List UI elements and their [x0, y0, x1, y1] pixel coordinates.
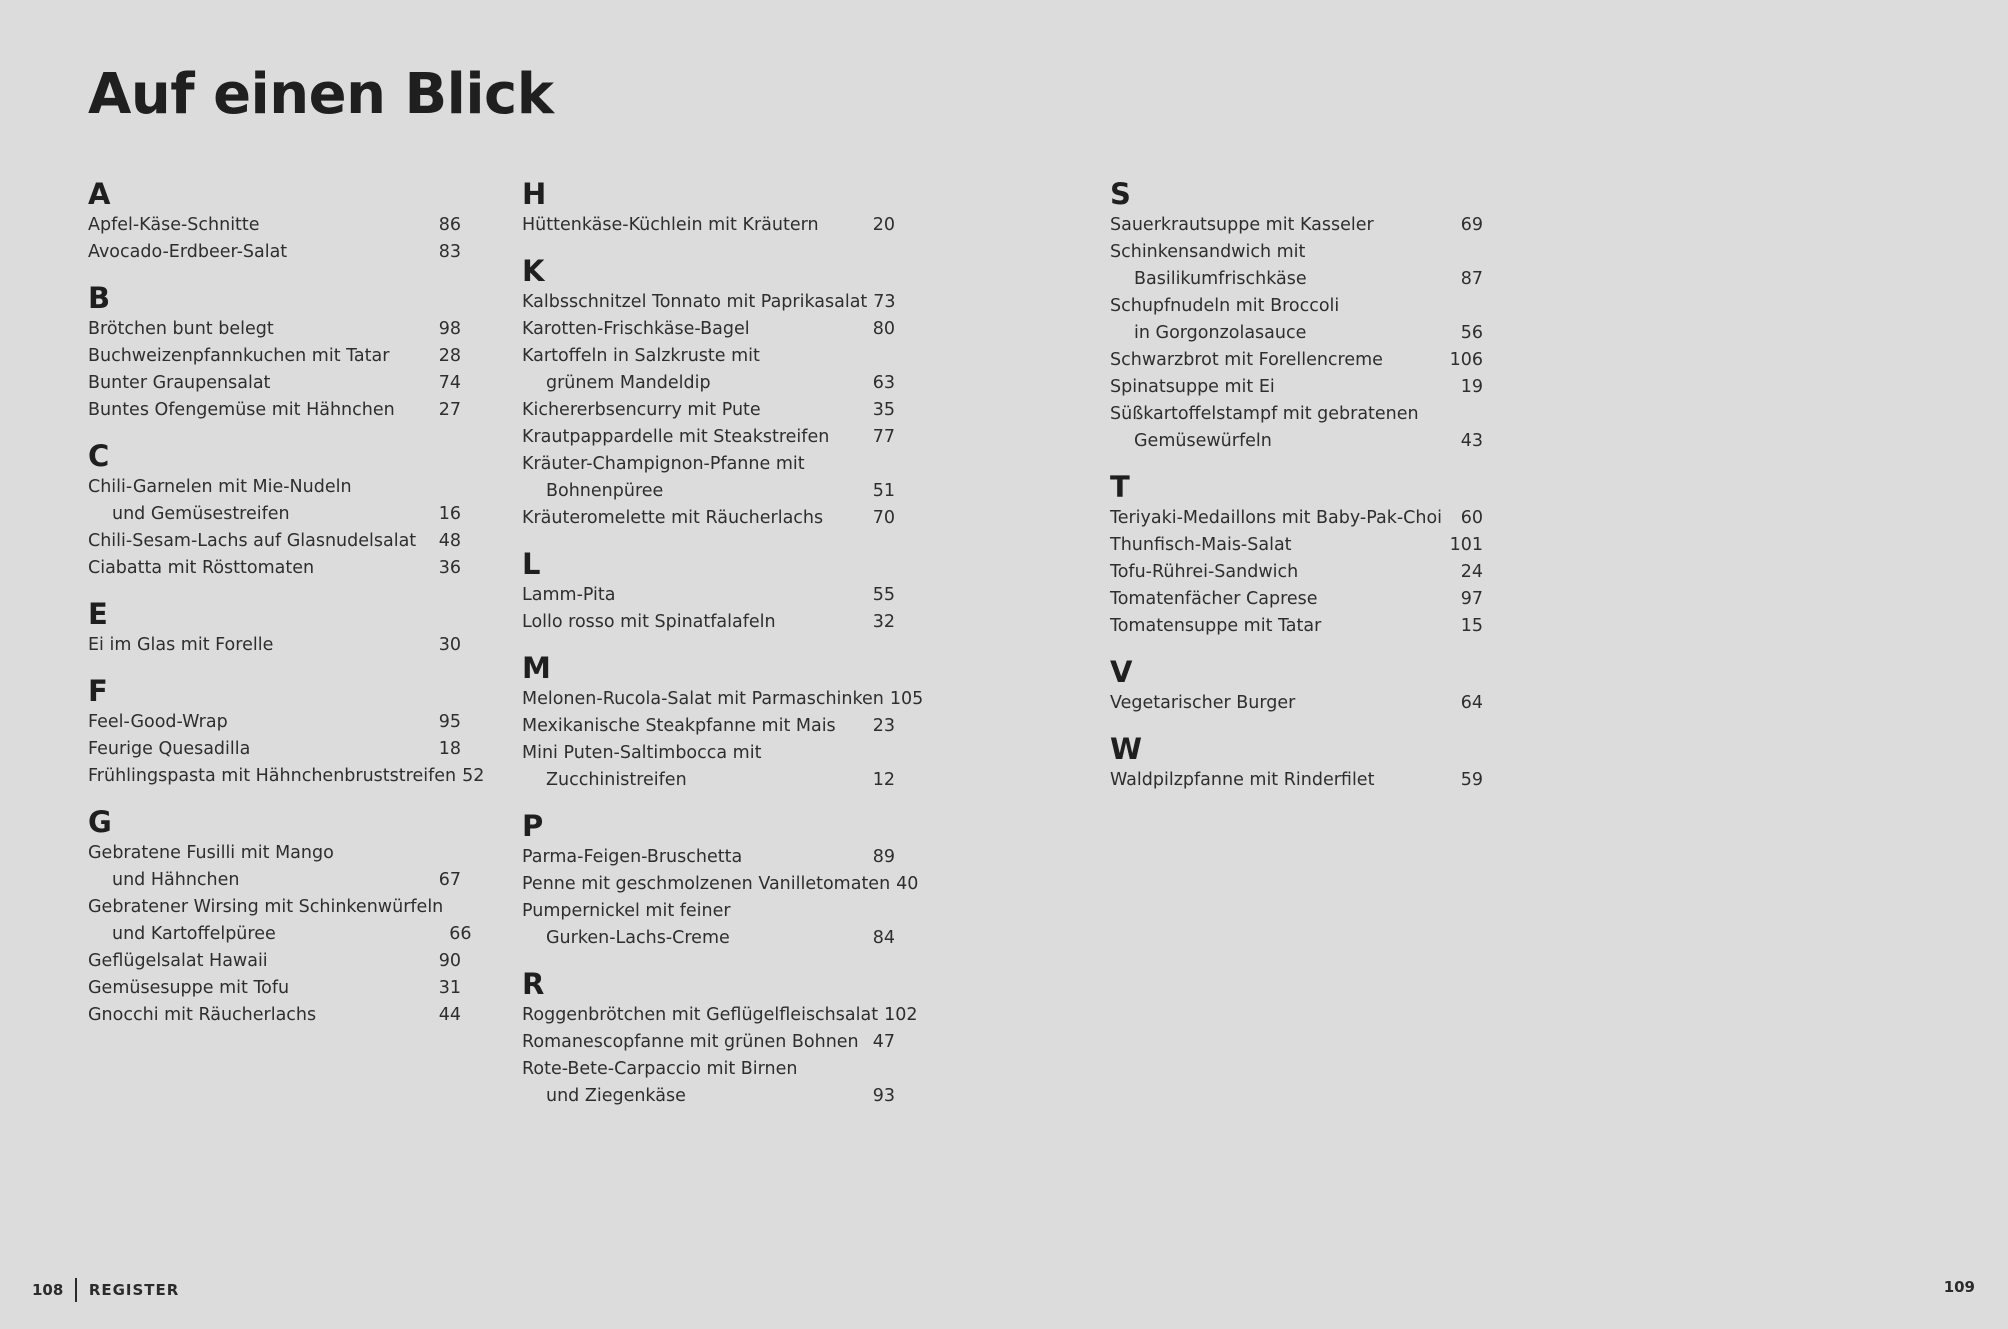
entry-page-number: 31 — [438, 978, 461, 998]
entry-title — [522, 212, 819, 239]
entry-title-line: Lollo rosso mit Spinatfalafeln — [522, 612, 776, 632]
entry-page-number: 20 — [872, 215, 895, 235]
entry-title-line: Gnocchi mit Räucherlachs — [88, 1005, 317, 1025]
entry-title-line: Kräuter-Champignon-Pfanne mit — [522, 454, 805, 474]
entry-page-number: 56 — [1460, 323, 1483, 343]
index-entry — [522, 1029, 895, 1056]
index-entry — [522, 740, 895, 794]
footer-left — [32, 1278, 179, 1302]
index-entry — [88, 1002, 461, 1029]
entry-title — [522, 316, 750, 343]
entry-page-number: 48 — [438, 531, 461, 551]
entry-title-line: Süßkartoffelstampf mit gebratenen — [1110, 404, 1419, 424]
section-letter: V — [1110, 655, 1133, 689]
entry-title-line: Brötchen bunt belegt — [88, 319, 274, 339]
entry-page-number: 98 — [438, 319, 461, 339]
entry-page-number: 69 — [1460, 215, 1483, 235]
entry-title — [522, 505, 823, 532]
index-entry — [88, 474, 461, 528]
entry-page-number: 40 — [896, 874, 919, 894]
footer-divider — [75, 1278, 77, 1302]
entry-title-continuation: Basilikumfrischkäse — [1134, 269, 1307, 289]
index-entry — [1110, 586, 1483, 613]
entry-title — [522, 451, 805, 505]
section-letter: H — [522, 177, 547, 211]
entry-title — [88, 840, 334, 894]
index-entry — [1110, 212, 1483, 239]
entry-title — [522, 898, 731, 952]
entry-title — [1110, 559, 1298, 586]
entry-page-number: 60 — [1460, 508, 1483, 528]
entry-page-number: 27 — [438, 400, 461, 420]
entry-page-number: 66 — [449, 924, 472, 944]
index-entry — [522, 212, 895, 239]
entry-title — [522, 397, 761, 424]
entry-page-number: 87 — [1460, 269, 1483, 289]
entry-title-line: Melonen-Rucola-Salat mit Parmaschinken — [522, 689, 884, 709]
entry-page-number: 51 — [872, 481, 895, 501]
entry-page-number: 84 — [872, 928, 895, 948]
entry-page-number: 73 — [873, 292, 896, 312]
letter-section — [522, 966, 918, 1110]
letter-section — [88, 438, 461, 582]
index-entry — [522, 424, 895, 451]
index-entry — [522, 1002, 918, 1029]
entry-page-number: 32 — [872, 612, 895, 632]
index-entry — [1110, 401, 1483, 455]
section-letter: F — [88, 674, 108, 708]
entry-title — [522, 289, 867, 316]
letter-section — [1110, 654, 1483, 717]
entry-title-line: Bunter Graupensalat — [88, 373, 271, 393]
letter-section — [522, 808, 919, 952]
entry-page-number: 106 — [1449, 350, 1483, 370]
entry-page-number: 89 — [872, 847, 895, 867]
entry-page-number: 23 — [872, 716, 895, 736]
entry-title — [1110, 532, 1292, 559]
entry-title-line: Mini Puten-Saltimbocca mit — [522, 743, 762, 763]
index-entry — [88, 370, 461, 397]
section-letter: E — [88, 597, 108, 631]
index-entry — [1110, 374, 1483, 401]
index-entry — [88, 840, 461, 894]
entry-title — [88, 239, 287, 266]
entry-title-line: Rote-Bete-Carpaccio mit Birnen — [522, 1059, 798, 1079]
section-letter: G — [88, 805, 112, 839]
index-entry — [522, 289, 895, 316]
left-page-number: 108 — [32, 1281, 64, 1299]
entry-page-number: 105 — [889, 689, 924, 709]
entry-title-line: Avocado-Erdbeer-Salat — [88, 242, 288, 262]
entry-title — [88, 736, 250, 763]
index-entry — [522, 451, 895, 505]
entry-page-number: 64 — [1460, 693, 1483, 713]
index-column-2 — [522, 176, 924, 1124]
entry-title — [88, 555, 314, 582]
entry-title — [522, 609, 776, 636]
entry-title-continuation: und Gemüsestreifen — [112, 504, 290, 524]
entry-title — [88, 212, 260, 239]
entry-title-line: Tofu-Rührei-Sandwich — [1110, 562, 1299, 582]
entry-title-line: Hüttenkäse-Küchlein mit Kräutern — [522, 215, 819, 235]
index-entry — [522, 343, 895, 397]
letter-section — [1110, 469, 1483, 640]
entry-title — [88, 316, 274, 343]
index-entry — [522, 316, 895, 343]
entry-page-number: 52 — [462, 766, 485, 786]
entry-title-line: Gemüsesuppe mit Tofu — [88, 978, 290, 998]
entry-title — [1110, 374, 1275, 401]
index-entry — [1110, 347, 1483, 374]
section-letter: W — [1110, 732, 1142, 766]
entry-title-line: Tomatenfächer Caprese — [1110, 589, 1318, 609]
letter-section — [1110, 176, 1483, 455]
entry-title-line: Schinkensandwich mit — [1110, 242, 1306, 262]
section-letter: K — [522, 254, 545, 288]
letter-section — [522, 650, 924, 794]
entry-title — [88, 528, 416, 555]
entry-title — [522, 686, 884, 713]
index-entry — [522, 397, 895, 424]
entry-title — [522, 424, 829, 451]
entry-page-number: 74 — [438, 373, 461, 393]
index-entry — [88, 763, 485, 790]
entry-page-number: 19 — [1460, 377, 1483, 397]
index-entry — [88, 343, 461, 370]
entry-page-number: 36 — [438, 558, 461, 578]
entry-title-line: Schupfnudeln mit Broccoli — [1110, 296, 1340, 316]
entry-title-line: Spinatsuppe mit Ei — [1110, 377, 1275, 397]
entry-title-line: Chili-Sesam-Lachs auf Glasnudelsalat — [88, 531, 417, 551]
entry-title — [88, 1002, 316, 1029]
entry-title-line: Krautpappardelle mit Steakstreifen — [522, 427, 830, 447]
section-letter: A — [88, 177, 111, 211]
entry-title-line: Ciabatta mit Rösttomaten — [88, 558, 315, 578]
entry-title-continuation: Gurken-Lachs-Creme — [546, 928, 730, 948]
index-entry — [1110, 690, 1483, 717]
entry-title — [88, 632, 273, 659]
letter-section — [522, 176, 895, 239]
entry-title-continuation: Gemüsewürfeln — [1134, 431, 1272, 451]
entry-title-line: Roggenbrötchen mit Geflügelfleischsalat — [522, 1005, 879, 1025]
entry-title — [522, 1056, 798, 1110]
entry-page-number: 83 — [438, 242, 461, 262]
entry-title-line: Gebratener Wirsing mit Schinkenwürfeln — [88, 897, 444, 917]
index-entry — [1110, 559, 1483, 586]
entry-title-line: Schwarzbrot mit Forellencreme — [1110, 350, 1383, 370]
entry-title-line: Apfel-Käse-Schnitte — [88, 215, 260, 235]
entry-page-number: 12 — [872, 770, 895, 790]
entry-title — [1110, 347, 1383, 374]
index-entry — [88, 736, 461, 763]
entry-title-line: Kräuteromelette mit Räucherlachs — [522, 508, 824, 528]
entry-title-line: Buchweizenpfannkuchen mit Tatar — [88, 346, 390, 366]
entry-title-line: Vegetarischer Burger — [1110, 693, 1296, 713]
entry-title-line: Frühlingspasta mit Hähnchenbruststreifen — [88, 766, 457, 786]
entry-title — [88, 397, 395, 424]
entry-title — [88, 370, 270, 397]
index-entry — [88, 894, 472, 948]
entry-title — [1110, 613, 1321, 640]
entry-title — [1110, 690, 1295, 717]
index-column-1 — [88, 176, 485, 1043]
entry-title-line: Lamm-Pita — [522, 585, 616, 605]
entry-page-number: 35 — [872, 400, 895, 420]
entry-title — [522, 582, 616, 609]
index-entry — [1110, 767, 1483, 794]
index-entry — [522, 686, 924, 713]
entry-title-line: Geflügelsalat Hawaii — [88, 951, 268, 971]
entry-page-number: 80 — [872, 319, 895, 339]
entry-page-number: 55 — [872, 585, 895, 605]
index-entry — [522, 505, 895, 532]
entry-page-number: 70 — [872, 508, 895, 528]
entry-title — [1110, 505, 1442, 532]
section-letter: R — [522, 967, 545, 1001]
entry-title-line: Ei im Glas mit Forelle — [88, 635, 274, 655]
entry-title — [1110, 767, 1374, 794]
entry-title-line: Kichererbsencurry mit Pute — [522, 400, 761, 420]
entry-page-number: 15 — [1460, 616, 1483, 636]
index-entry — [88, 212, 461, 239]
entry-title-line: Feel-Good-Wrap — [88, 712, 228, 732]
entry-page-number: 101 — [1449, 535, 1483, 555]
entry-page-number: 30 — [438, 635, 461, 655]
entry-page-number: 90 — [438, 951, 461, 971]
entry-title-line: Penne mit geschmolzenen Vanilletomaten — [522, 874, 891, 894]
section-letter: L — [522, 547, 541, 581]
entry-title — [88, 343, 389, 370]
letter-section — [88, 673, 485, 790]
entry-title-line: Gebratene Fusilli mit Mango — [88, 843, 334, 863]
index-entry — [522, 1056, 895, 1110]
right-page-number: 109 — [1943, 1278, 1975, 1296]
entry-title-line: Sauerkrautsuppe mit Kasseler — [1110, 215, 1374, 235]
letter-section — [88, 804, 472, 1029]
entry-page-number: 43 — [1460, 431, 1483, 451]
index-entry — [1110, 532, 1483, 559]
entry-title — [522, 343, 760, 397]
index-column-3 — [1110, 176, 1483, 808]
section-letter: M — [522, 651, 551, 685]
index-entry — [88, 948, 461, 975]
entry-title — [1110, 586, 1318, 613]
entry-page-number: 47 — [872, 1032, 895, 1052]
entry-title — [522, 844, 742, 871]
entry-title-line: Waldpilzpfanne mit Rinderfilet — [1110, 770, 1375, 790]
section-letter: P — [522, 809, 544, 843]
entry-page-number: 16 — [438, 504, 461, 524]
entry-title — [88, 709, 228, 736]
index-entry — [1110, 505, 1483, 532]
entry-page-number: 67 — [438, 870, 461, 890]
index-entry — [1110, 293, 1483, 347]
entry-title — [1110, 401, 1419, 455]
entry-page-number: 95 — [438, 712, 461, 732]
index-entry — [88, 555, 461, 582]
index-entry — [522, 582, 895, 609]
entry-title-continuation: und Kartoffelpüree — [112, 924, 276, 944]
entry-title — [88, 948, 268, 975]
index-entry — [88, 632, 461, 659]
entry-title — [1110, 293, 1339, 347]
entry-title-line: Mexikanische Steakpfanne mit Mais — [522, 716, 836, 736]
letter-section — [1110, 731, 1483, 794]
letter-section — [522, 253, 895, 532]
entry-title-continuation: grünem Mandeldip — [546, 373, 711, 393]
index-entry — [1110, 613, 1483, 640]
entry-page-number: 18 — [438, 739, 461, 759]
entry-title-line: Buntes Ofengemüse mit Hähnchen — [88, 400, 395, 420]
entry-title — [1110, 239, 1307, 293]
entry-title-line: Pumpernickel mit feiner — [522, 901, 731, 921]
entry-title — [88, 474, 352, 528]
entry-title-line: Romanescopfanne mit grünen Bohnen — [522, 1032, 859, 1052]
entry-page-number: 44 — [438, 1005, 461, 1025]
index-entry — [88, 397, 461, 424]
entry-title-continuation: in Gorgonzolasauce — [1134, 323, 1307, 343]
index-entry — [1110, 239, 1483, 293]
entry-title-line: Teriyaki-Medaillons mit Baby-Pak-Choi — [1110, 508, 1443, 528]
entry-title-line: Chili-Garnelen mit Mie-Nudeln — [88, 477, 352, 497]
entry-title-line: Kartoffeln in Salzkruste mit — [522, 346, 760, 366]
entry-title-line: Thunfisch-Mais-Salat — [1110, 535, 1292, 555]
section-letter: S — [1110, 177, 1131, 211]
entry-title-line: Parma-Feigen-Bruschetta — [522, 847, 743, 867]
page-title: Auf einen Blick — [88, 62, 554, 127]
index-entry — [522, 713, 895, 740]
index-entry — [522, 871, 919, 898]
entry-title — [522, 713, 836, 740]
entry-title-line: Karotten-Frischkäse-Bagel — [522, 319, 750, 339]
index-entry — [522, 609, 895, 636]
entry-title — [522, 871, 890, 898]
entry-title-continuation: Bohnenpüree — [546, 481, 664, 501]
entry-page-number: 102 — [884, 1005, 918, 1025]
entry-page-number: 63 — [872, 373, 895, 393]
entry-title — [88, 763, 456, 790]
section-letter: C — [88, 439, 110, 473]
entry-page-number: 59 — [1460, 770, 1483, 790]
index-entry — [522, 844, 895, 871]
letter-section — [522, 546, 895, 636]
entry-title-continuation: Zucchinistreifen — [546, 770, 687, 790]
entry-title — [88, 894, 443, 948]
entry-title-line: Feurige Quesadilla — [88, 739, 251, 759]
entry-title — [522, 740, 761, 794]
letter-section — [88, 176, 461, 266]
index-entry — [88, 239, 461, 266]
index-entry — [88, 709, 461, 736]
entry-title — [88, 975, 289, 1002]
entry-page-number: 77 — [872, 427, 895, 447]
entry-title — [522, 1029, 859, 1056]
index-entry — [88, 316, 461, 343]
section-name: REGISTER — [88, 1281, 180, 1299]
entry-page-number: 97 — [1460, 589, 1483, 609]
entry-page-number: 93 — [872, 1086, 895, 1106]
entry-page-number: 24 — [1460, 562, 1483, 582]
index-entry — [522, 898, 895, 952]
entry-title-line: Kalbsschnitzel Tonnato mit Paprikasalat — [522, 292, 868, 312]
entry-title-line: Tomatensuppe mit Tatar — [1110, 616, 1322, 636]
letter-section — [88, 596, 461, 659]
entry-title — [1110, 212, 1374, 239]
entry-title-continuation: und Hähnchen — [112, 870, 240, 890]
entry-title-continuation: und Ziegenkäse — [546, 1086, 686, 1106]
entry-page-number: 86 — [438, 215, 461, 235]
index-entry — [88, 975, 461, 1002]
entry-page-number: 28 — [438, 346, 461, 366]
letter-section — [88, 280, 461, 424]
index-entry — [88, 528, 461, 555]
section-letter: T — [1110, 470, 1130, 504]
entry-title — [522, 1002, 878, 1029]
section-letter: B — [88, 281, 111, 315]
